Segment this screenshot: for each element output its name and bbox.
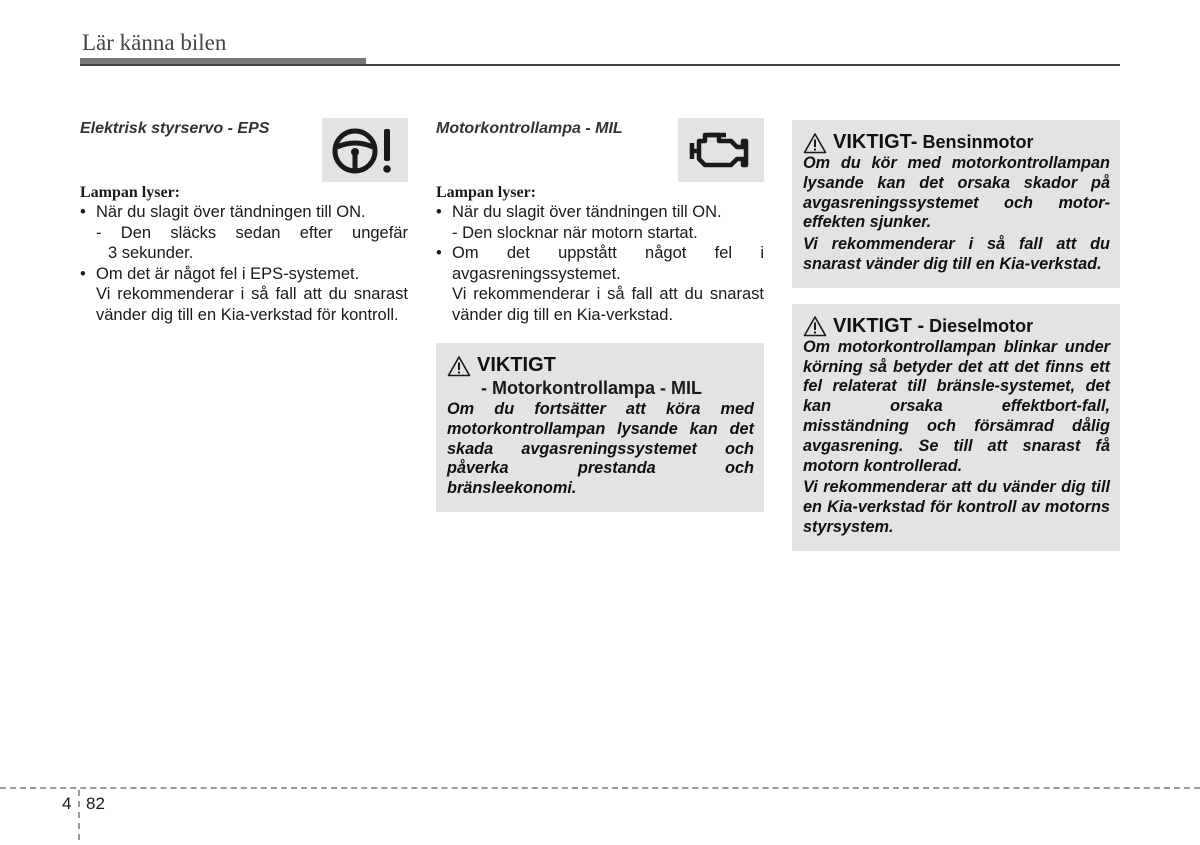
page-header-title: Lär känna bilen [82,30,227,55]
warning-triangle-icon [803,315,827,337]
mil-warning-head: VIKTIGT [477,354,556,376]
check-engine-icon [688,129,754,171]
eps-bullet-1-sub-a: - Den släcks sedan efter ungefär [96,223,408,242]
eps-section [80,118,408,325]
bullet-dot: • [80,203,86,221]
bullet-dot: • [80,264,86,283]
petrol-warning-head: VIKTIGT- [833,131,918,153]
mil-bullet-1 [436,202,764,223]
diesel-warning-text-2: Vi rekommenderar att du vänder dig till en Kia-verkstad för kontroll av motorns styrsystem. [803,478,1110,536]
eps-lead: Lampan lyser: [80,184,180,201]
page-number: 82 [86,794,105,813]
chapter-number: 4 [62,794,72,813]
engine-warnings [792,120,1120,551]
eps-bullet-1-text: När du slagit över tändningen till ON. [96,203,366,221]
mil-bullet-2 [436,243,764,284]
diesel-warning-text-1: Om motorkontrollampan blinkar under körning så betyder det att det finns ett fel relaterat till bränsle-systemet, det kan orsaka effektbort-fall, misständning och försämrad dålig avgasrening. Se till att snarast få motorn kontrollerad. [803,337,1110,475]
warning-triangle-icon [447,355,471,377]
petrol-warning-text-2: Vi rekommenderar i så fall att du snarast vänder dig till en Kia-verkstad. [803,235,1110,273]
mil-warning-text: Om du fortsätter att köra med motorkontrollampan lysande kan det skada avgasreningssystemet och påverka prestanda och bränsleekonomi. [447,400,754,498]
warning-triangle-icon [803,132,827,154]
bullet-dot: • [436,244,442,262]
mil-icon-box [678,118,764,182]
steering-wheel-warning-icon [329,121,401,179]
mil-title: Motorkontrollampa - MIL [436,120,623,137]
mil-bullet-1-sub: - Den slocknar när motorn startat. [452,223,698,242]
eps-bullet-2-text: Om det är något fel i EPS-systemet. [96,264,360,283]
petrol-warning-box [792,120,1120,288]
eps-icon-box [322,118,408,182]
mil-warning-box [436,343,764,512]
eps-title: Elektrisk styrservo - EPS [80,120,270,137]
petrol-warning-text-1: Om du kör med motorkontrollampan lysande kan det orsaka skador på avgasreningssystemet och motor-effekten sjunker. [803,154,1110,232]
petrol-warning-head-small: Bensinmotor [922,132,1034,152]
footer-divider [78,790,80,840]
diesel-warning-box [792,304,1120,551]
bullet-dot: • [436,203,442,221]
diesel-warning-head-small: Dieselmotor [929,315,1034,336]
mil-lead: Lampan lyser: [436,184,536,201]
diesel-warning-head: VIKTIGT - [833,314,925,337]
eps-bullet-2-para: Vi rekommenderar i så fall att du snarast vänder dig till en Kia-verkstad för kontroll. [96,285,408,324]
mil-bullet-2-para: Vi rekommenderar i så fall att du snarast vänder dig till en Kia-verkstad. [452,285,764,324]
eps-bullet-1 [80,202,408,223]
mil-section [436,118,764,512]
mil-bullet-1-text: När du slagit över tändningen till ON. [452,203,722,221]
eps-bullet-1-sub [80,223,408,264]
eps-bullet-2 [80,264,408,285]
mil-bullet-2-text: Om det uppstått något fel i avgasreningssystemet. [452,244,764,283]
eps-bullet-1-sub-b: 3 sekunder. [108,244,194,262]
header-rule [80,64,1120,66]
mil-warning-sub: - Motorkontrollampa - MIL [481,378,702,398]
footer-rule [0,787,1200,789]
